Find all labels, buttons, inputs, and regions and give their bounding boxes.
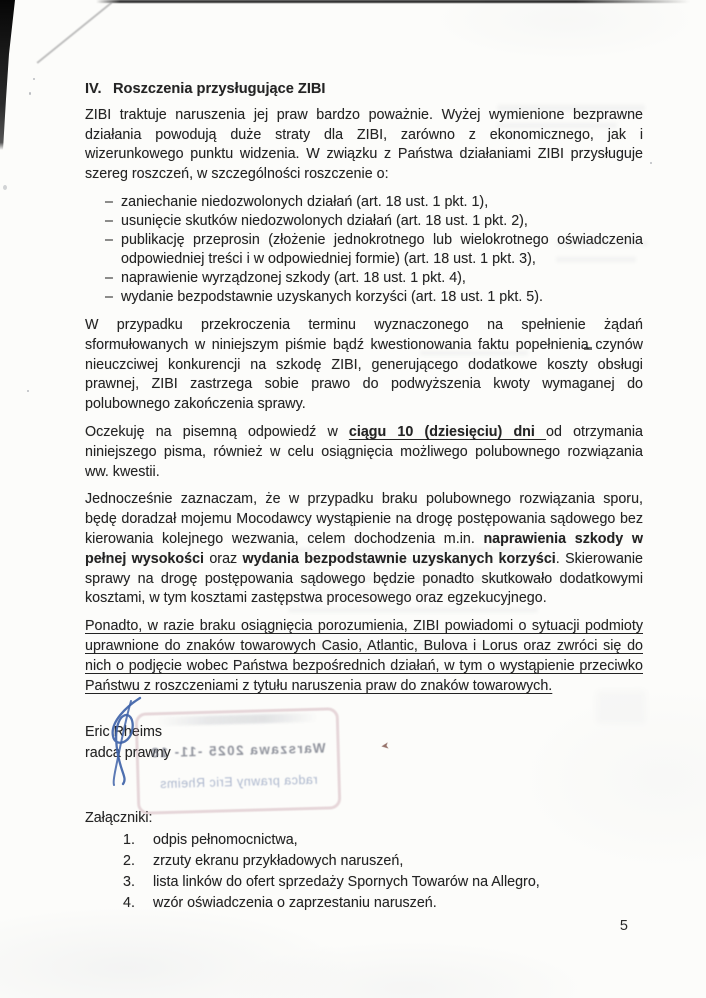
dash-bullet: – xyxy=(105,231,113,248)
speck-artifact xyxy=(27,390,29,392)
dash-bullet: – xyxy=(105,288,113,305)
attachment-item xyxy=(85,830,643,851)
list-item xyxy=(85,193,643,212)
list-item xyxy=(85,231,643,269)
paragraph-court-warning: Jednocześnie zaznaczam, że w przypadku braku polubownego rozwiązania sporu, będę doradzał mojemu Mocodawcy wystąpienie na drogę postępowania sądowego bez kierowania kolejnego wezwania, celem dochodzenia m.in. naprawienia szkody w pełnej wysokości oraz wydania bezpodstawnie uzyskanych korzyści. Skierowanie sprawy na drogę postępowania sądowego będzie ponadto skutkowało dodatkowymi kosztami, w tym kosztami zastępstwa procesowego oraz egzekucyjnego. xyxy=(85,491,643,607)
page-number: 5 xyxy=(619,918,628,934)
stamp-faded-line xyxy=(156,713,318,727)
claims-list xyxy=(85,193,643,307)
attachment-number: 3. xyxy=(123,874,135,891)
attachment-text: lista linków do ofert sprzedaży Spornych Towarów na Allegro, xyxy=(153,874,540,891)
list-item xyxy=(85,269,643,288)
attachment-number: 1. xyxy=(123,832,135,849)
list-item-text: wydanie bezpodstawnie uzyskanych korzyści (art. 18 ust. 1 pkt. 5). xyxy=(121,288,543,305)
speck-artifact xyxy=(33,78,35,80)
attachment-text: wzór oświadczenia o zaprzestaniu naruszeń. xyxy=(153,895,437,912)
dash-bullet: – xyxy=(105,269,113,286)
list-item-text: publikację przeprosin (złożenie jednokrotnego lub wielokrotnego oświadczenia odpowiedniej treści i w odpowiedniej formie) (art. 18 ust. 1 pkt. 3), xyxy=(121,231,643,267)
paper-crease-artifact xyxy=(37,2,113,64)
dash-bullet: – xyxy=(105,193,113,210)
attachment-number: 2. xyxy=(123,853,135,870)
dash-bullet: – xyxy=(105,212,113,229)
attachment-text: odpis pełnomocnictwa, xyxy=(153,832,298,849)
list-item xyxy=(85,288,643,307)
paragraph-trademark-notice: Ponadto, w razie braku osiągnięcia porozumienia, ZIBI powiadomi o sytuacji podmioty uprawnione do znaków towarowych Casio, Atlantic, Bulova i Lorus oraz zwróci się do nich o podjęcie wobec Państwa bezpośrednich działań, w tym o wystąpienie przeciwko Państwu z roszczeniami z tytułu naruszenia praw do znaków towarowych. xyxy=(85,618,643,694)
attachment-item xyxy=(85,893,643,914)
signatory-name: Eric Rheims xyxy=(85,724,163,741)
attachments-section xyxy=(85,808,643,914)
list-item xyxy=(85,212,643,231)
scanner-edge-left-artifact xyxy=(0,0,17,150)
attachment-text: zrzuty ekranu przykładowych naruszeń, xyxy=(153,853,404,870)
paragraph-intro: ZIBI traktuje naruszenia jej praw bardzo poważnie. Wyżej wymienione bezprawne działania powodują duże straty dla ZIBI, zarówno z ekonomicznego, jak i wizerunkowego punktu widzenia. W związku z Państwa działaniami ZIBI przysługuje szereg roszczeń, w szczególności roszczenie o: xyxy=(85,106,643,183)
ink-arrow-artifact: ➤ xyxy=(380,740,391,753)
section-title: Roszczenia przysługujące ZIBI xyxy=(113,81,326,97)
attachments-label: Załączniki: xyxy=(85,810,153,827)
scanner-edge-top-artifact xyxy=(96,0,696,3)
section-heading xyxy=(85,80,643,100)
paragraph-response-request: Oczekuję na pisemną odpowiedź w ciągu 10 (dziesięciu) dni od otrzymania niniejszego pisma, również w celu osiągnięcia możliwego polubownego rozwiązania ww. kwestii. xyxy=(85,423,643,480)
stamp-content-mirrored xyxy=(138,710,339,811)
section-number: IV. xyxy=(85,81,102,97)
stamp-date-line: Warszawa 2025 -11- 18 xyxy=(149,740,326,761)
list-item-text: usunięcie skutków niedozwolonych działań (art. 18 ust. 1 pkt. 2), xyxy=(121,212,528,229)
speck-artifact xyxy=(29,92,31,95)
paragraph-deadline-warning: W przypadku przekroczenia terminu wyznaczonego na spełnienie żądań sformułowanych w niniejszym piśmie bądź kwestionowania faktu popełnienia czynów nieuczciwej konkurencji na szkodę ZIBI, generującego dodatkowe koszty obsługi prawnej, ZIBI zastrzega sobie prawo do podwyższenia kwoty wymaganej do polubownego zakończenia sprawy. xyxy=(85,316,643,413)
attachment-item xyxy=(85,872,643,893)
stamp-name-line: radca prawny Eric Rheims xyxy=(159,772,318,792)
attachment-item xyxy=(85,851,643,872)
attachment-number: 4. xyxy=(123,895,135,912)
signatory-title: radca prawny xyxy=(85,745,171,762)
list-item-text: naprawienie wyrządzonej szkody (art. 18 ust. 1 pkt. 4), xyxy=(121,269,466,286)
speck-artifact xyxy=(650,162,652,164)
speck-artifact xyxy=(3,185,7,190)
date-stamp-bleed-through xyxy=(135,707,342,815)
list-item-text: zaniechanie niedozwolonych działań (art. 18 ust. 1 pkt. 1), xyxy=(121,193,489,210)
